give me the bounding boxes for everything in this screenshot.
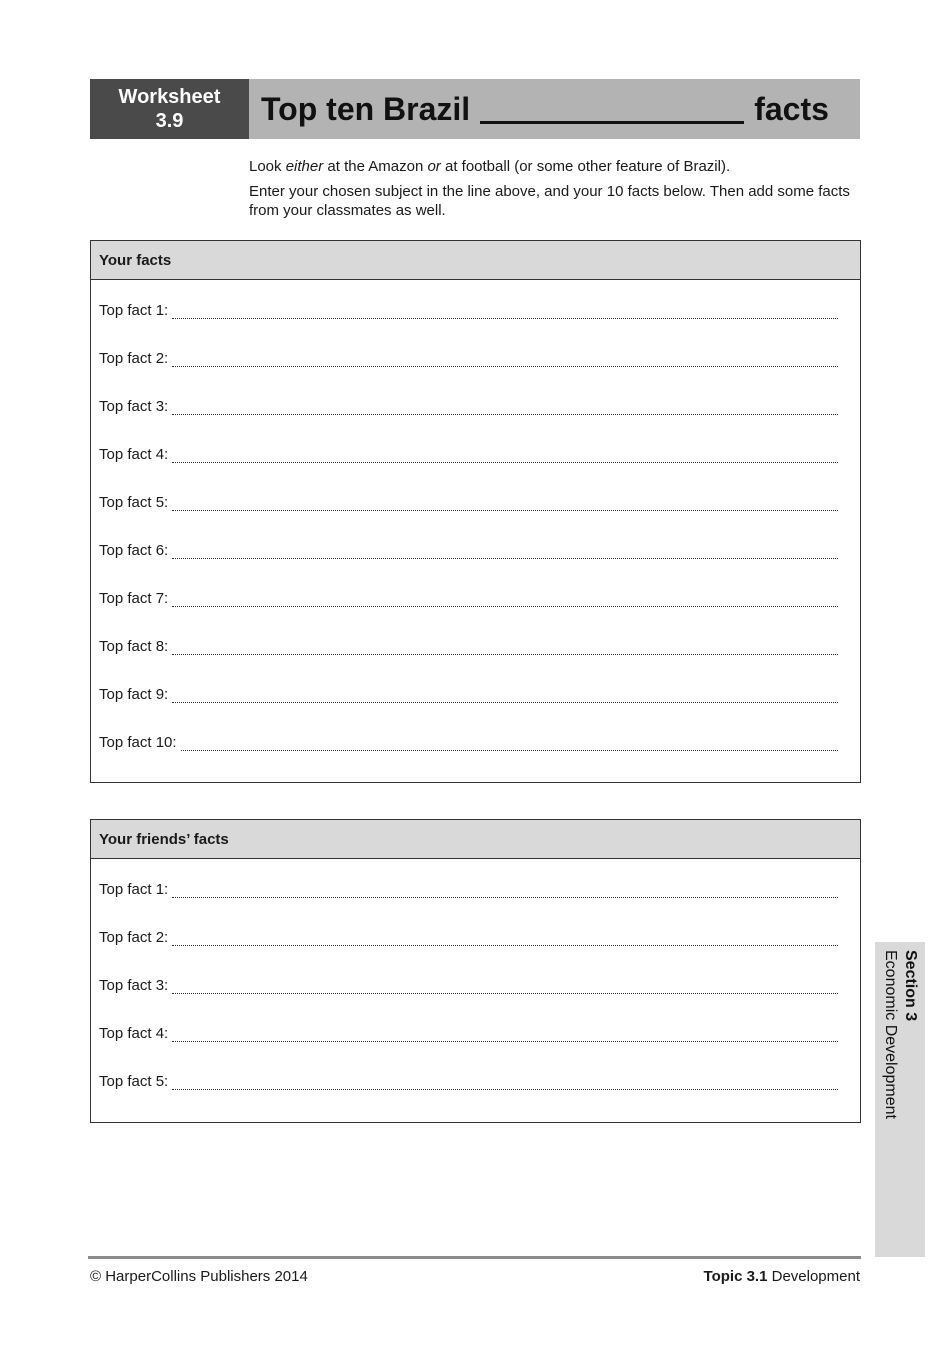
friend-fact-label: Top fact 5:	[99, 1073, 169, 1090]
your-fact-label: Top fact 5:	[99, 494, 169, 511]
your-fact-answer-line[interactable]	[172, 686, 838, 703]
your-facts-panel	[90, 240, 861, 783]
your-facts-list	[91, 280, 860, 782]
page-footer	[90, 1268, 860, 1285]
section-side-tab	[875, 942, 925, 1257]
friend-fact-row	[99, 881, 838, 929]
friend-fact-answer-line[interactable]	[172, 881, 838, 898]
friend-fact-answer-line[interactable]	[172, 1025, 838, 1042]
instructions	[249, 157, 859, 226]
your-fact-answer-line[interactable]	[172, 446, 838, 463]
worksheet-header	[90, 79, 860, 139]
your-fact-answer-line[interactable]	[172, 302, 838, 319]
instruction-line-2: Enter your chosen subject in the line above, and your 10 facts below. Then add some facts from your classmates as well.	[249, 183, 850, 219]
friends-facts-heading: Your friends’ facts	[91, 820, 860, 859]
footer-divider	[88, 1256, 861, 1259]
your-fact-label: Top fact 6:	[99, 542, 169, 559]
your-fact-row	[99, 350, 838, 398]
friend-fact-answer-line[interactable]	[172, 929, 838, 946]
section-subtitle: Economic Development	[882, 950, 899, 1119]
section-label: Section 3	[902, 950, 919, 1022]
your-facts-heading: Your facts	[91, 241, 860, 280]
friend-fact-row	[99, 1073, 838, 1121]
copyright-text: © HarperCollins Publishers 2014	[90, 1268, 308, 1285]
your-fact-label: Top fact 10:	[99, 734, 177, 751]
your-fact-row	[99, 590, 838, 638]
your-fact-row	[99, 398, 838, 446]
your-fact-answer-line[interactable]	[181, 734, 838, 751]
topic-label: Topic 3.1 Development	[703, 1268, 860, 1285]
friend-fact-label: Top fact 2:	[99, 929, 169, 946]
friend-fact-answer-line[interactable]	[172, 1073, 838, 1090]
your-fact-row	[99, 734, 838, 782]
side-tab-text	[880, 950, 920, 1119]
your-fact-label: Top fact 1:	[99, 302, 169, 319]
your-fact-answer-line[interactable]	[172, 398, 838, 415]
your-fact-row	[99, 542, 838, 590]
your-fact-answer-line[interactable]	[172, 638, 838, 655]
your-fact-row	[99, 446, 838, 494]
friends-facts-panel	[90, 819, 861, 1123]
worksheet-badge	[90, 79, 249, 139]
your-fact-answer-line[interactable]	[172, 590, 838, 607]
friend-fact-label: Top fact 1:	[99, 881, 169, 898]
title-end: facts	[754, 90, 829, 127]
your-fact-answer-line[interactable]	[172, 350, 838, 367]
friend-fact-label: Top fact 4:	[99, 1025, 169, 1042]
your-fact-label: Top fact 9:	[99, 686, 169, 703]
your-fact-row	[99, 686, 838, 734]
your-fact-label: Top fact 7:	[99, 590, 169, 607]
your-fact-label: Top fact 2:	[99, 350, 169, 367]
your-fact-label: Top fact 4:	[99, 446, 169, 463]
title-blank-line[interactable]	[480, 95, 744, 124]
your-fact-label: Top fact 3:	[99, 398, 169, 415]
title-start: Top ten Brazil	[261, 90, 471, 127]
worksheet-label: Worksheet	[118, 86, 221, 108]
friend-fact-row	[99, 929, 838, 977]
instruction-line-1: Look either at the Amazon or at football (or some other feature of Brazil).	[249, 158, 731, 175]
your-fact-label: Top fact 8:	[99, 638, 169, 655]
friend-fact-row	[99, 1025, 838, 1073]
your-fact-row	[99, 494, 838, 542]
friend-fact-label: Top fact 3:	[99, 977, 169, 994]
friends-facts-list	[91, 859, 860, 1121]
your-fact-answer-line[interactable]	[172, 494, 838, 511]
friend-fact-row	[99, 977, 838, 1025]
your-fact-answer-line[interactable]	[172, 542, 838, 559]
your-fact-row	[99, 302, 838, 350]
worksheet-number: 3.9	[155, 110, 184, 132]
page-title	[249, 79, 860, 139]
your-fact-row	[99, 638, 838, 686]
friend-fact-answer-line[interactable]	[172, 977, 838, 994]
